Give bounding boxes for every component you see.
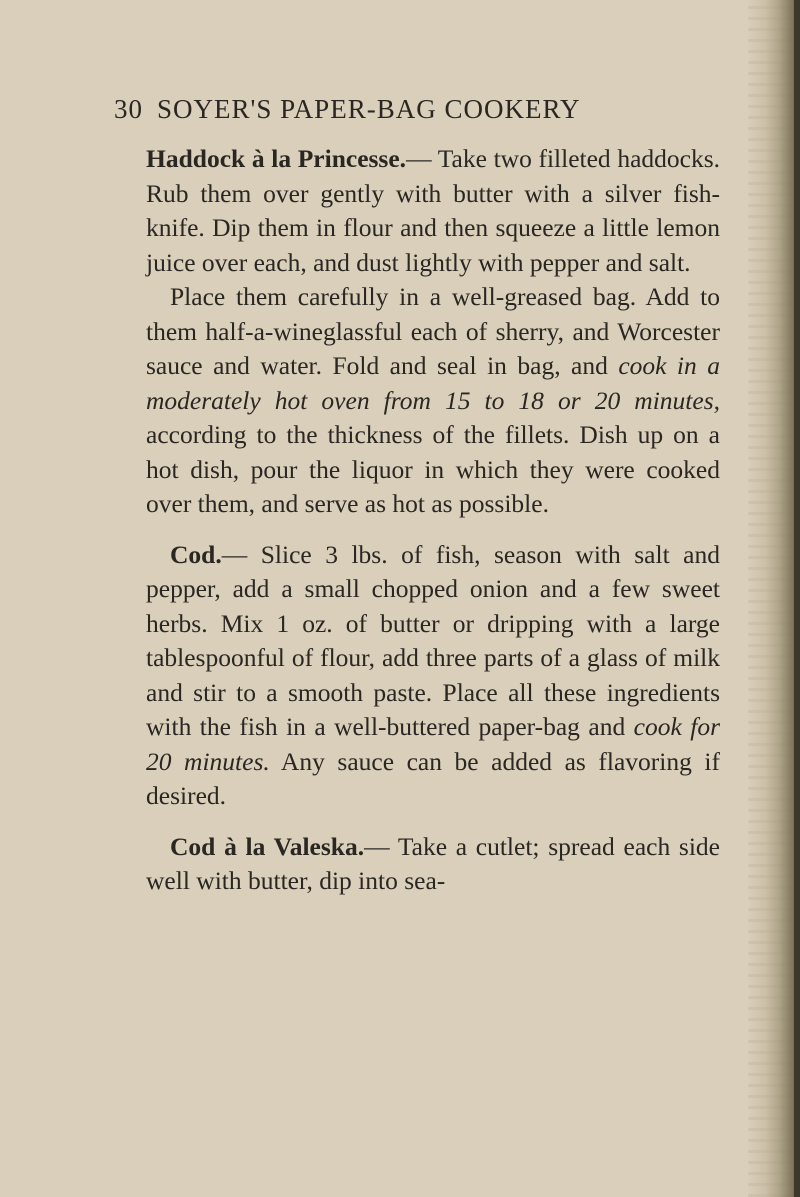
recipe-haddock-text-2: Place them carefully in a well-greased bag. Add to them half-a-wineglassful each of sherry, and Worcester sauce and water. Fold and seal in bag, and	[146, 282, 720, 380]
recipe-haddock-method	[146, 280, 720, 522]
recipe-cod-text-2: Any sauce can be added as flavoring if desired.	[146, 746, 720, 810]
recipe-haddock-cooking-instruction: cook in a moderately hot oven from 15 to 18 or 20 minutes,	[146, 351, 720, 415]
recipe-haddock-text-1: — Take two filleted haddocks. Rub them over gently with butter with a silver fish-knife. Dip them in flour and then squeeze a little lemon juice over each, and dust lightly with pepper and salt.	[146, 144, 721, 277]
recipe-haddock-intro	[146, 142, 720, 280]
recipe-title-haddock: Haddock à la Princesse.	[146, 144, 407, 173]
recipe-title-cod-valeska: Cod à la Valeska.	[170, 831, 365, 861]
page-number: 30	[114, 94, 143, 124]
running-title: SOYER'S PAPER-BAG COOKERY	[157, 94, 581, 124]
recipe-cod-text-1: — Slice 3 lbs. of fish, season with salt and pepper, add a small chopped onion and a few sweet herbs. Mix 1 oz. of butter or dripping with a large tablespoonful of flour, add three parts of a glass of milk and stir to a smooth paste. Place all these ingredients with the fish in a well-buttered paper-bag and	[146, 539, 720, 741]
recipe-cod-valeska-text-1: — Take a cutlet; spread each side well with butter, dip into sea-	[146, 831, 720, 895]
page-gutter-shadow	[748, 0, 800, 1197]
page-body	[146, 142, 720, 899]
recipe-cod-cooking-instruction: cook for 20 minutes.	[146, 712, 720, 776]
page-binding-edge	[794, 0, 800, 1197]
recipe-cod	[146, 538, 720, 814]
recipe-cod-valeska	[146, 830, 720, 899]
recipe-title-cod: Cod.	[170, 539, 222, 569]
running-head	[114, 94, 580, 125]
recipe-haddock-text-3: according to the thickness of the fillets. Dish up on a hot dish, pour the liquor in which they were cooked over them, and serve as hot as possible.	[146, 420, 720, 518]
